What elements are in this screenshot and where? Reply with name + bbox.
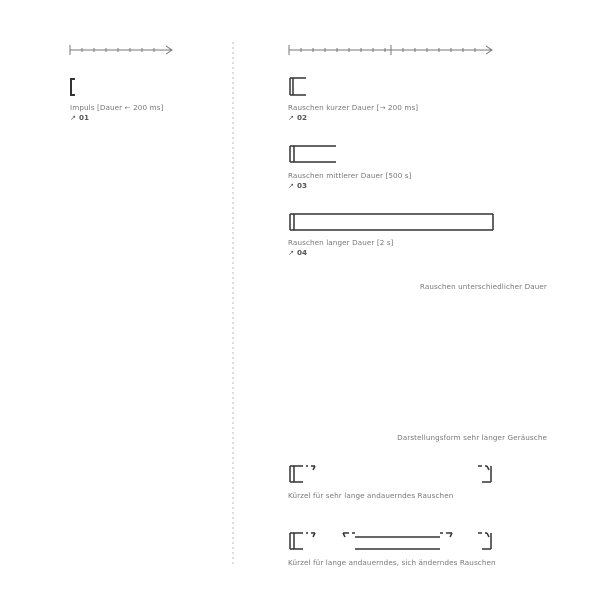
ref-number: 01 [79,113,90,122]
timeline-axis-left [70,45,172,55]
long-noise-caption: Rauschen langer Dauer [2 s] [288,238,394,247]
short-noise-caption: Rauschen kurzer Dauer [→ 200 ms] [288,103,419,112]
arrow-icon: ↗ [70,113,77,122]
shorthand-changing-noise-symbol [290,533,491,549]
medium-noise-caption: Rauschen mittlerer Dauer [500 s] [288,171,412,180]
medium-noise-symbol [290,146,336,162]
section-title-long-sounds: Darstellungsform sehr langer Geräusche [397,433,547,442]
ref-number: 04 [297,248,308,257]
medium-noise-ref [288,181,307,190]
arrow-icon: ↗ [288,248,295,257]
arrow-icon: ↗ [288,113,295,122]
impulse-ref [70,113,89,122]
shorthand-caption-very-long: Kürzel für sehr lange andauerndes Rauschen [288,491,454,500]
short-noise-symbol [290,78,306,95]
ref-number: 03 [297,181,308,190]
shorthand-caption-changing: Kürzel für lange andauerndes, sich änderndes Rauschen [288,558,496,567]
timeline-axis-right [289,45,492,55]
section-title-duration: Rauschen unterschiedlicher Dauer [419,282,547,291]
long-noise-symbol [290,214,493,230]
long-noise-ref [288,248,307,257]
short-noise-ref [288,113,307,122]
impulse-caption: Impuls [Dauer ← 200 ms] [70,103,164,112]
shorthand-very-long-noise-symbol [290,466,491,482]
ref-number: 02 [297,113,308,122]
impulse-symbol [71,79,75,95]
arrow-icon: ↗ [288,181,295,190]
